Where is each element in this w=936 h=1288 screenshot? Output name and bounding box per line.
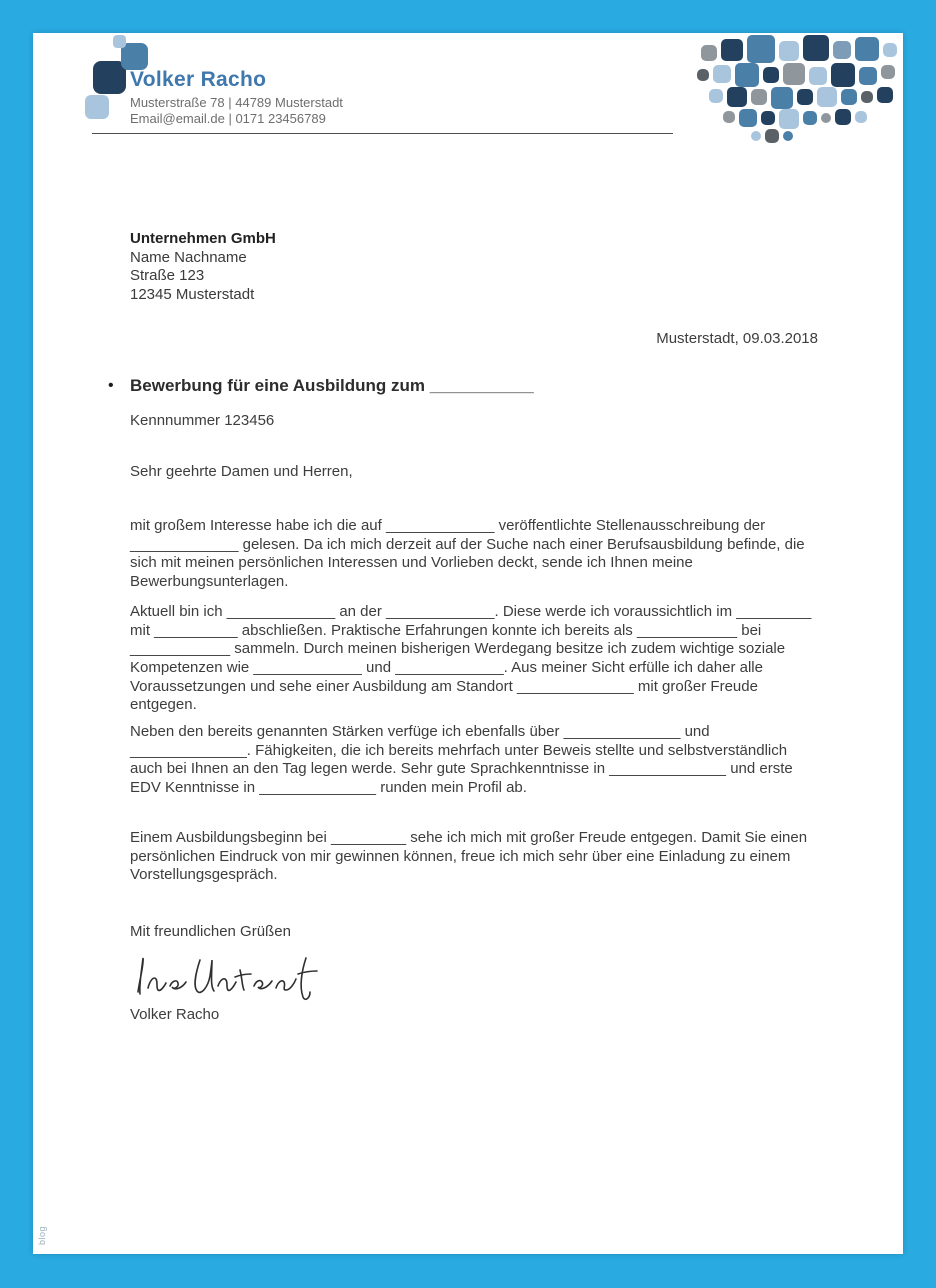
sender-contact: Email@email.de | 0171 23456789	[130, 111, 326, 126]
logo-square-icon	[113, 35, 126, 48]
date-line: Musterstadt, 09.03.2018	[656, 330, 818, 347]
recipient-block	[130, 230, 276, 305]
bullet-icon: •	[108, 377, 114, 394]
paragraph-2: Aktuell bin ich _____________ an der _____________. Diese werde ich voraussichtlich im _________ mit __________ abschließen. Praktische Erfahrungen konnte ich bereits als ____________ bei ____________ sammeln. Durch meinen bisherigen Werdegang besitze ich zudem wichtige soziale Kompetenzen wie _____________ und _____________. Aus meiner Sicht erfülle ich daher alle Voraussetzungen und sehe einer Ausbildung am Standort ______________ mit großer Freude entgegen.	[130, 602, 812, 714]
letter-page	[33, 33, 903, 1254]
recipient-name: Name Nachname	[130, 248, 247, 266]
header-divider	[92, 133, 673, 134]
sender-name: Volker Racho	[130, 68, 267, 91]
recipient-street: Straße 123	[130, 267, 205, 285]
signature-image	[130, 952, 330, 1004]
reference-line: Kennnummer 123456	[130, 412, 275, 429]
closing-line: Mit freundlichen Grüßen	[130, 922, 291, 940]
paragraph-4: Einem Ausbildungsbeginn bei _________ sehe ich mich mit großer Freude entgegen. Damit Sie einen persönlichen Eindruck von mir gewinnen können, freue ich mich sehr über eine Einladung zu einem Vorstellungsgespräch.	[130, 828, 808, 884]
paragraph-3: Neben den bereits genannten Stärken verfüge ich ebenfalls über ______________ und ______________. Fähigkeiten, die ich bereits mehrfach unter Beweis stellte und selbstverständlich auch bei Ihnen an den Tag legen werde. Sehr gute Sprachkenntnisse in ______________ und erste EDV Kenntnisse in ______________ runden mein Profil ab.	[130, 723, 793, 797]
paragraph-1: mit großem Interesse habe ich die auf _____________ veröffentlichte Stellenausschreibung der _____________ gelesen. Da ich mich derzeit auf der Suche nach einer Berufsausbildung befinde, die sich mit meinen persönlichen Interessen und Vorlieben deckt, sende ich Ihnen meine Bewerbungsunterlagen.	[130, 517, 805, 591]
sender-address: Musterstraße 78 | 44789 Musterstadt	[130, 95, 343, 110]
recipient-company: Unternehmen GmbH	[130, 230, 276, 247]
logo-square-icon	[121, 43, 148, 70]
salutation: Sehr geehrte Damen und Herren,	[130, 463, 353, 480]
recipient-city: 12345 Musterstadt	[130, 286, 255, 304]
logo-square-icon	[85, 95, 109, 119]
letter-body	[130, 517, 818, 1024]
subject-line	[108, 376, 534, 396]
subject-text: Bewerbung für eine Ausbildung zum ___________	[130, 376, 534, 395]
signer-name: Volker Racho	[130, 1005, 220, 1023]
watermark: blog	[37, 1225, 47, 1245]
